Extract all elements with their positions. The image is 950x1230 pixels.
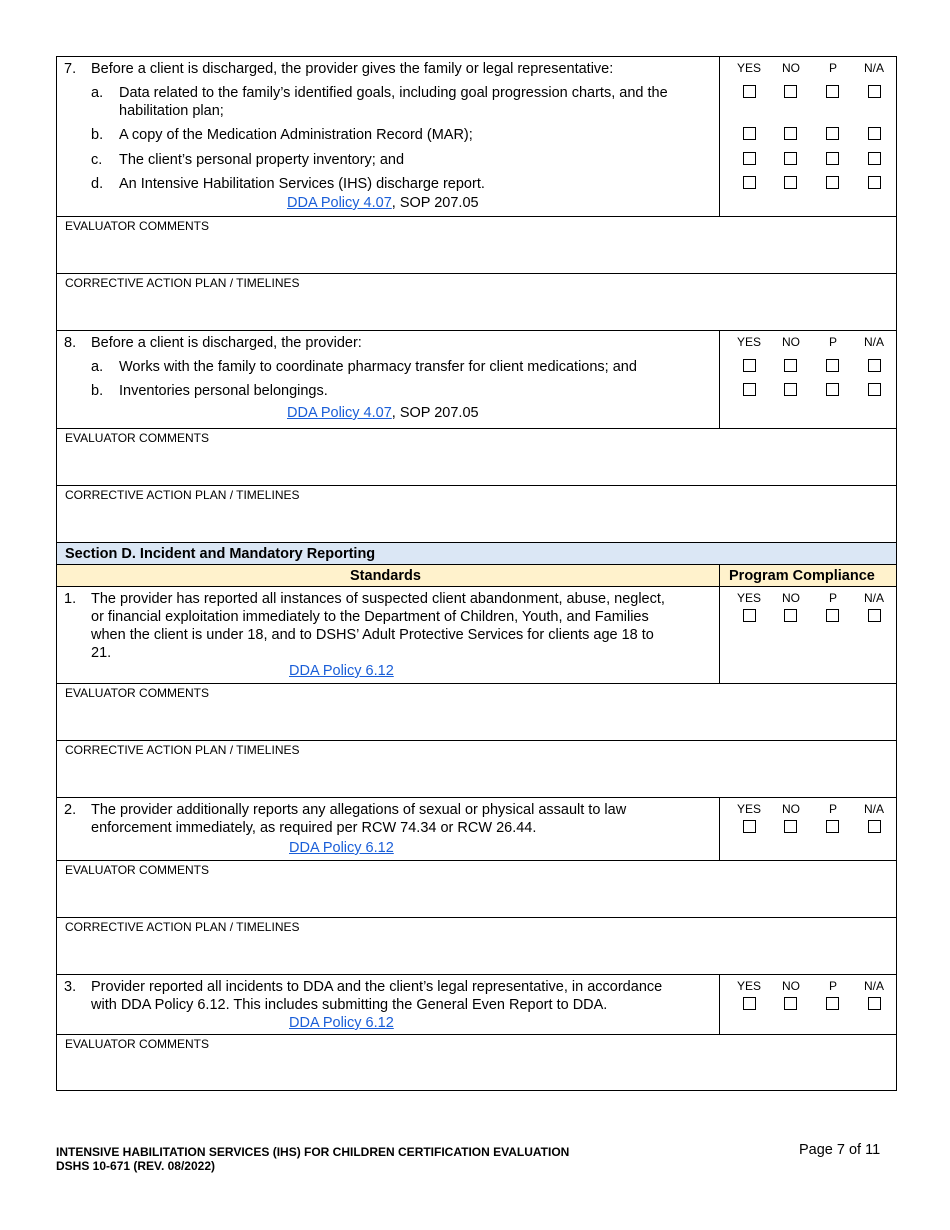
item-c-p-checkbox[interactable] <box>826 152 839 165</box>
item-letter: a. <box>91 359 104 375</box>
standard-line: when the client is under 18, and to DSHS’ Adult Protective Services for clients age 18 to <box>91 627 654 643</box>
no-checkbox[interactable] <box>784 997 797 1010</box>
corrective-action-label: CORRECTIVE ACTION PLAN / TIMELINES <box>65 276 300 290</box>
standard-line: The provider additionally reports any allegations of sexual or physical assault to law <box>91 802 627 818</box>
policy-reference <box>287 194 479 212</box>
page-number: Page 7 of 11 <box>799 1142 881 1158</box>
item-c-yes-checkbox[interactable] <box>743 152 756 165</box>
no-header: NO <box>782 979 800 993</box>
evaluator-comments-label: EVALUATOR COMMENTS <box>65 863 210 877</box>
standard-number: 2. <box>64 802 77 818</box>
na-header: N/A <box>864 335 885 349</box>
item-c-no-checkbox[interactable] <box>784 152 797 165</box>
corrective-action-label: CORRECTIVE ACTION PLAN / TIMELINES <box>65 743 300 757</box>
yes-header: YES <box>737 802 762 816</box>
standard-line: The provider has reported all instances of suspected client abandonment, abuse, neglect, <box>91 591 665 607</box>
p-header: P <box>829 979 838 993</box>
evaluator-comments-label: EVALUATOR COMMENTS <box>65 686 210 700</box>
na-checkbox[interactable] <box>868 609 881 622</box>
item-b-no-checkbox[interactable] <box>784 383 797 396</box>
corrective-action-field[interactable] <box>57 485 896 542</box>
item-text: Inventories personal belongings. <box>119 383 328 399</box>
item-d-p-checkbox[interactable] <box>826 176 839 189</box>
na-header: N/A <box>864 802 885 816</box>
standards-header-cell <box>57 565 720 586</box>
yes-checkbox[interactable] <box>743 609 756 622</box>
evaluator-comments-label: EVALUATOR COMMENTS <box>65 1037 210 1051</box>
item-a-na-checkbox[interactable] <box>868 85 881 98</box>
policy-link[interactable]: DDA Policy 4.07 <box>287 405 392 421</box>
corrective-action-label: CORRECTIVE ACTION PLAN / TIMELINES <box>65 920 300 934</box>
item-b-p-checkbox[interactable] <box>826 383 839 396</box>
standard-1-compliance <box>720 587 896 683</box>
item-b-yes-checkbox[interactable] <box>743 383 756 396</box>
item-text: Works with the family to coordinate pharmacy transfer for client medications; and <box>119 359 637 375</box>
question-8-compliance <box>720 331 896 428</box>
p-checkbox[interactable] <box>826 609 839 622</box>
corrective-action-label: CORRECTIVE ACTION PLAN / TIMELINES <box>65 488 300 502</box>
item-a-yes-checkbox[interactable] <box>743 85 756 98</box>
item-a-yes-checkbox[interactable] <box>743 359 756 372</box>
policy-link[interactable]: DDA Policy 6.12 <box>289 1015 394 1031</box>
item-d-na-checkbox[interactable] <box>868 176 881 189</box>
section-d-header <box>57 542 896 564</box>
p-header: P <box>829 591 838 605</box>
item-b-yes-checkbox[interactable] <box>743 127 756 140</box>
sop-reference: , SOP 207.05 <box>391 405 479 421</box>
standards-header-row <box>57 564 896 586</box>
standard-1-row <box>57 586 896 683</box>
question-8-row <box>57 330 896 428</box>
evaluation-form <box>56 56 897 1091</box>
standard-2-text <box>57 798 720 860</box>
no-checkbox[interactable] <box>784 609 797 622</box>
evaluator-comments-field[interactable] <box>57 1034 896 1091</box>
na-header: N/A <box>864 61 885 75</box>
corrective-action-field[interactable] <box>57 917 896 974</box>
standard-1-text <box>57 587 720 683</box>
policy-link[interactable]: DDA Policy 6.12 <box>289 663 394 679</box>
standard-3-text <box>57 975 720 1034</box>
no-header: NO <box>782 802 800 816</box>
evaluator-comments-label: EVALUATOR COMMENTS <box>65 219 210 233</box>
standard-2-row <box>57 797 896 860</box>
form-title: INTENSIVE HABILITATION SERVICES (IHS) FOR CHILDREN CERTIFICATION EVALUATION <box>56 1145 570 1159</box>
corrective-action-field[interactable] <box>57 273 896 330</box>
yes-header: YES <box>737 61 762 75</box>
no-header: NO <box>782 61 800 75</box>
compliance-header-cell <box>720 565 896 586</box>
item-a-no-checkbox[interactable] <box>784 85 797 98</box>
item-b-na-checkbox[interactable] <box>868 127 881 140</box>
item-letter: b. <box>91 383 104 399</box>
form-id: DSHS 10-671 (REV. 08/2022) <box>56 1159 215 1173</box>
item-text: The client’s personal property inventory; and <box>119 152 405 168</box>
item-text-continued: habilitation plan; <box>119 103 224 119</box>
item-text: A copy of the Medication Administration Record (MAR); <box>119 127 473 143</box>
standard-line: 21. <box>91 645 112 661</box>
p-header: P <box>829 802 838 816</box>
evaluator-comments-field[interactable] <box>57 860 896 917</box>
standard-2-compliance <box>720 798 896 860</box>
question-7-row <box>57 56 896 216</box>
sop-reference: , SOP 207.05 <box>391 195 479 211</box>
item-letter: d. <box>91 176 104 192</box>
yes-checkbox[interactable] <box>743 820 756 833</box>
item-letter: b. <box>91 127 104 143</box>
question-text: Before a client is discharged, the provider: <box>91 335 362 351</box>
yes-header: YES <box>737 591 762 605</box>
no-header: NO <box>782 335 800 349</box>
standard-3-row <box>57 974 896 1034</box>
question-number: 8. <box>64 335 77 351</box>
item-a-no-checkbox[interactable] <box>784 359 797 372</box>
yes-header: YES <box>737 335 762 349</box>
standard-line: Provider reported all incidents to DDA and the client’s legal representative, in accordance <box>91 979 663 995</box>
item-b-p-checkbox[interactable] <box>826 127 839 140</box>
no-checkbox[interactable] <box>784 820 797 833</box>
question-8-standard <box>57 331 720 428</box>
item-a-p-checkbox[interactable] <box>826 359 839 372</box>
na-header: N/A <box>864 591 885 605</box>
question-7-compliance <box>720 57 896 216</box>
item-b-no-checkbox[interactable] <box>784 127 797 140</box>
question-number: 7. <box>64 61 77 77</box>
na-checkbox[interactable] <box>868 997 881 1010</box>
item-a-p-checkbox[interactable] <box>826 85 839 98</box>
p-checkbox[interactable] <box>826 820 839 833</box>
standard-number: 3. <box>64 979 77 995</box>
item-c-na-checkbox[interactable] <box>868 152 881 165</box>
yes-checkbox[interactable] <box>743 997 756 1010</box>
yes-header: YES <box>737 979 762 993</box>
evaluator-comments-label: EVALUATOR COMMENTS <box>65 431 210 445</box>
section-title: Section D. Incident and Mandatory Reporting <box>65 546 376 562</box>
program-compliance-header: Program Compliance <box>729 568 875 584</box>
p-header: P <box>829 335 838 349</box>
policy-link[interactable]: DDA Policy 4.07 <box>287 195 392 211</box>
p-header: P <box>829 61 838 75</box>
item-d-no-checkbox[interactable] <box>784 176 797 189</box>
standard-line: enforcement immediately, as required per RCW 74.34 or RCW 26.44. <box>91 820 537 836</box>
na-header: N/A <box>864 979 885 993</box>
item-text: Data related to the family’s identified goals, including goal progression charts, and the <box>119 85 668 101</box>
policy-reference <box>287 404 479 422</box>
standards-header: Standards <box>350 568 421 584</box>
standard-line: with DDA Policy 6.12. This includes submitting the General Even Report to DDA. <box>91 997 608 1013</box>
standard-line: or financial exploitation immediately to the Department of Children, Youth, and Families <box>91 609 649 625</box>
corrective-action-field[interactable] <box>57 740 896 797</box>
na-checkbox[interactable] <box>868 820 881 833</box>
item-b-na-checkbox[interactable] <box>868 383 881 396</box>
evaluator-comments-field[interactable] <box>57 428 896 485</box>
standard-number: 1. <box>64 591 77 607</box>
item-a-na-checkbox[interactable] <box>868 359 881 372</box>
p-checkbox[interactable] <box>826 997 839 1010</box>
standard-3-compliance <box>720 975 896 1034</box>
item-d-yes-checkbox[interactable] <box>743 176 756 189</box>
question-text: Before a client is discharged, the provider gives the family or legal representative: <box>91 61 614 77</box>
policy-link[interactable]: DDA Policy 6.12 <box>289 840 394 856</box>
evaluator-comments-field[interactable] <box>57 216 896 273</box>
no-header: NO <box>782 591 800 605</box>
question-7-standard <box>57 57 720 216</box>
item-letter: a. <box>91 85 104 101</box>
item-letter: c. <box>91 152 103 168</box>
item-text: An Intensive Habilitation Services (IHS) discharge report. <box>119 176 485 192</box>
evaluator-comments-field[interactable] <box>57 683 896 740</box>
